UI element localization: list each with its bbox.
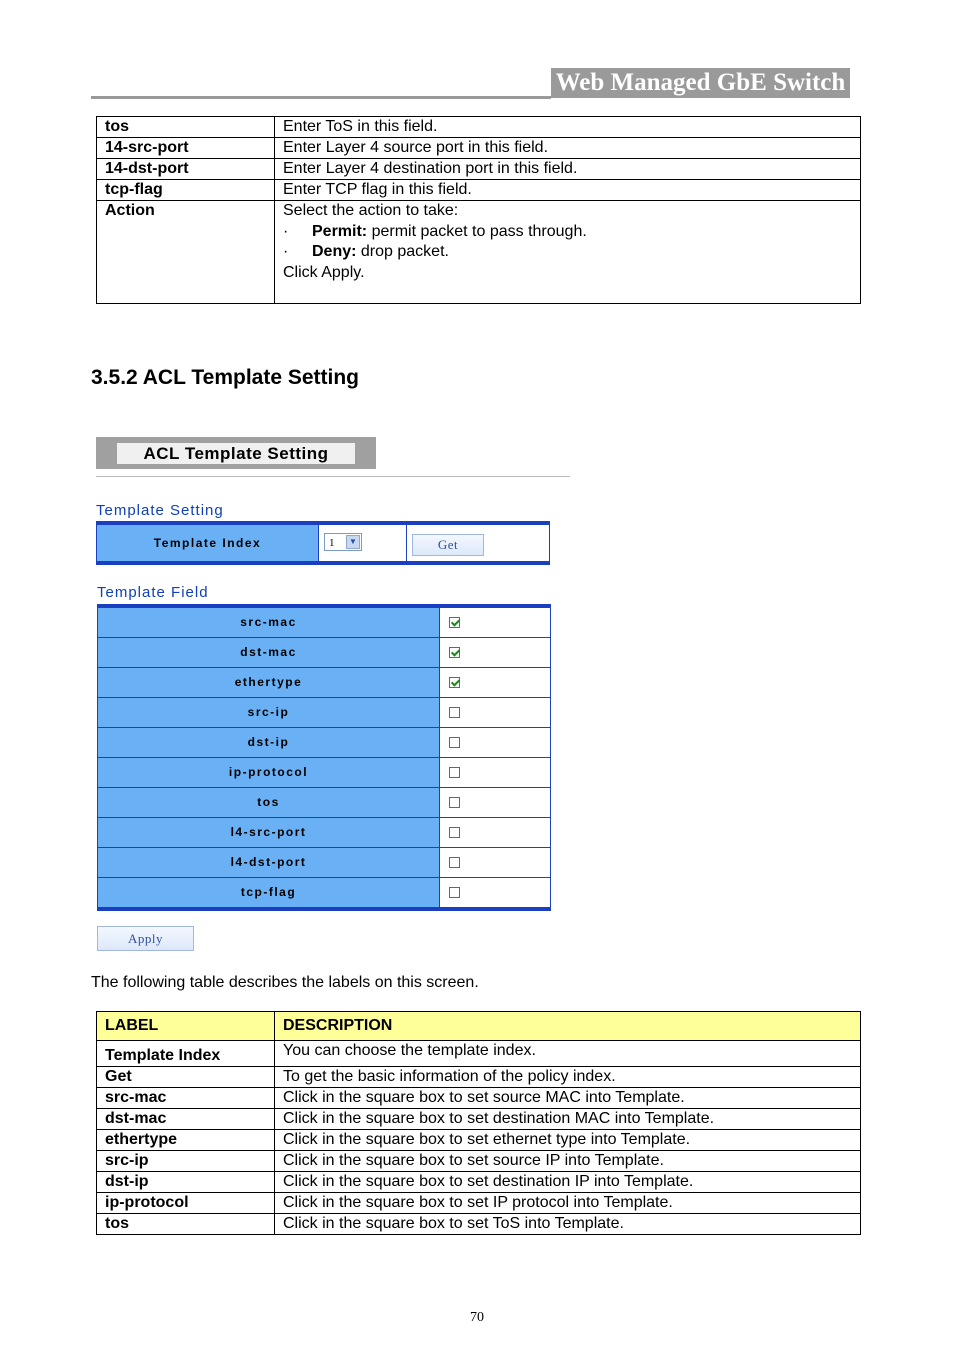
template-field-name: l4-src-port xyxy=(98,818,439,847)
template-field-row xyxy=(98,787,550,817)
row-label: tos xyxy=(97,1214,275,1235)
screen-divider xyxy=(96,476,570,477)
permit-text: permit packet to pass through. xyxy=(367,222,587,240)
template-field-checkbox[interactable] xyxy=(449,827,460,838)
template-field-name: src-ip xyxy=(98,698,439,727)
deny-term: Deny: xyxy=(312,243,357,260)
template-field-checkbox[interactable] xyxy=(449,887,460,898)
template-field-name: l4-dst-port xyxy=(98,848,439,877)
template-field-checkbox-cell xyxy=(439,638,551,667)
action-intro: Select the action to take: xyxy=(283,202,459,219)
template-field-heading: Template Field xyxy=(97,584,209,601)
template-field-checkbox-cell xyxy=(439,758,551,787)
template-field-row xyxy=(98,727,550,757)
row-label: src-mac xyxy=(97,1088,275,1109)
row-desc: Click in the square box to set destination IP into Template. xyxy=(275,1172,861,1193)
table-row xyxy=(97,1067,861,1088)
row-desc: Click in the square box to set source MAC into Template. xyxy=(275,1088,861,1109)
template-field-checkbox[interactable] xyxy=(449,677,460,688)
template-field-name: dst-ip xyxy=(98,728,439,757)
get-cell xyxy=(406,525,550,561)
row-label: dst-mac xyxy=(97,1109,275,1130)
row-desc: Click in the square box to set source IP into Template. xyxy=(275,1151,861,1172)
row-label: Template Index xyxy=(97,1041,275,1067)
section-title: 3.5.2 ACL Template Setting xyxy=(91,366,360,389)
row-desc: You can choose the template index. xyxy=(275,1041,861,1067)
row-label: tos xyxy=(97,117,275,138)
table-row xyxy=(97,1088,861,1109)
header-title: Web Managed GbE Switch xyxy=(551,68,850,98)
template-field-row xyxy=(98,637,550,667)
table-row xyxy=(97,117,861,138)
desc-table xyxy=(96,1011,861,1235)
header-rule xyxy=(91,96,551,99)
get-button[interactable]: Get xyxy=(412,534,484,556)
template-field-row xyxy=(98,757,550,787)
table-row xyxy=(97,1109,861,1130)
template-field-checkbox-cell xyxy=(439,788,551,817)
row-label: dst-ip xyxy=(97,1172,275,1193)
page-number: 70 xyxy=(470,1310,484,1325)
action-permit xyxy=(283,222,852,243)
screen-title-bar xyxy=(96,437,376,469)
desc-intro: The following table describes the labels on this screen. xyxy=(91,974,479,991)
table-header-row xyxy=(97,1012,861,1041)
template-field-checkbox[interactable] xyxy=(449,767,460,778)
table-row xyxy=(97,138,861,159)
row-desc: Enter ToS in this field. xyxy=(275,117,861,138)
screen-title: ACL Template Setting xyxy=(117,443,355,464)
table-row xyxy=(97,159,861,180)
row-label: 14-src-port xyxy=(97,138,275,159)
table-row xyxy=(97,1214,861,1235)
row-label: ip-protocol xyxy=(97,1193,275,1214)
table-row xyxy=(97,1151,861,1172)
template-field-checkbox-cell xyxy=(439,728,551,757)
template-field-checkbox-cell xyxy=(439,608,551,637)
template-field-checkbox-cell xyxy=(439,818,551,847)
table-row xyxy=(97,1193,861,1214)
template-index-label: Template Index xyxy=(97,525,318,561)
row-desc: Enter TCP flag in this field. xyxy=(275,180,861,201)
row-desc: Click in the square box to set ethernet type into Template. xyxy=(275,1130,861,1151)
template-index-select[interactable] xyxy=(324,533,362,551)
template-field-checkbox-cell xyxy=(439,848,551,877)
action-outro: Click Apply. xyxy=(283,263,365,281)
row-desc: To get the basic information of the policy index. xyxy=(275,1067,861,1088)
table-row xyxy=(97,1041,861,1067)
template-setting-panel xyxy=(96,521,550,565)
template-index-value: 1 xyxy=(329,537,335,549)
template-index-cell xyxy=(318,525,407,561)
col-header-label: LABEL xyxy=(97,1012,275,1041)
apply-button[interactable]: Apply xyxy=(97,926,194,951)
col-header-desc: DESCRIPTION xyxy=(275,1012,861,1041)
template-field-name: ip-protocol xyxy=(98,758,439,787)
chevron-down-icon[interactable]: ▼ xyxy=(346,535,360,549)
template-field-row xyxy=(98,608,550,637)
template-field-name: tcp-flag xyxy=(98,878,439,907)
template-field-row xyxy=(98,877,550,907)
template-field-name: dst-mac xyxy=(98,638,439,667)
template-field-name: ethertype xyxy=(98,668,439,697)
top-table xyxy=(96,116,861,304)
template-field-checkbox-cell xyxy=(439,668,551,697)
row-label: ethertype xyxy=(97,1130,275,1151)
row-desc: Click in the square box to set destination MAC into Template. xyxy=(275,1109,861,1130)
template-field-checkbox-cell xyxy=(439,698,551,727)
template-field-checkbox[interactable] xyxy=(449,647,460,658)
bullet-glyph: · xyxy=(283,222,289,240)
row-desc xyxy=(275,201,861,304)
template-field-row xyxy=(98,697,550,727)
row-desc: Enter Layer 4 source port in this field. xyxy=(275,138,861,159)
row-label: Action xyxy=(97,201,275,304)
template-field-row xyxy=(98,667,550,697)
template-field-checkbox[interactable] xyxy=(449,797,460,808)
row-desc: Click in the square box to set ToS into Template. xyxy=(275,1214,861,1235)
deny-text: drop packet. xyxy=(356,243,449,260)
template-field-name: src-mac xyxy=(98,608,439,637)
table-row xyxy=(97,1172,861,1193)
template-field-checkbox[interactable] xyxy=(449,737,460,748)
template-setting-heading: Template Setting xyxy=(96,502,224,519)
template-field-row xyxy=(98,817,550,847)
template-field-checkbox-cell xyxy=(439,878,551,907)
row-label: Get xyxy=(97,1067,275,1088)
row-label: src-ip xyxy=(97,1151,275,1172)
row-desc: Enter Layer 4 destination port in this field. xyxy=(275,159,861,180)
template-field-row xyxy=(98,847,550,877)
template-field-checkbox[interactable] xyxy=(449,857,460,868)
bullet-glyph: · xyxy=(283,243,289,260)
table-row xyxy=(97,180,861,201)
template-field-name: tos xyxy=(98,788,439,817)
permit-term: Permit: xyxy=(312,222,368,240)
table-row xyxy=(97,1130,861,1151)
template-field-panel xyxy=(97,604,551,911)
template-field-checkbox[interactable] xyxy=(449,707,460,718)
row-label: tcp-flag xyxy=(97,180,275,201)
row-label: 14-dst-port xyxy=(97,159,275,180)
action-deny xyxy=(283,242,852,263)
template-field-checkbox[interactable] xyxy=(449,617,460,628)
row-desc: Click in the square box to set IP protocol into Template. xyxy=(275,1193,861,1214)
table-row-action xyxy=(97,201,861,304)
